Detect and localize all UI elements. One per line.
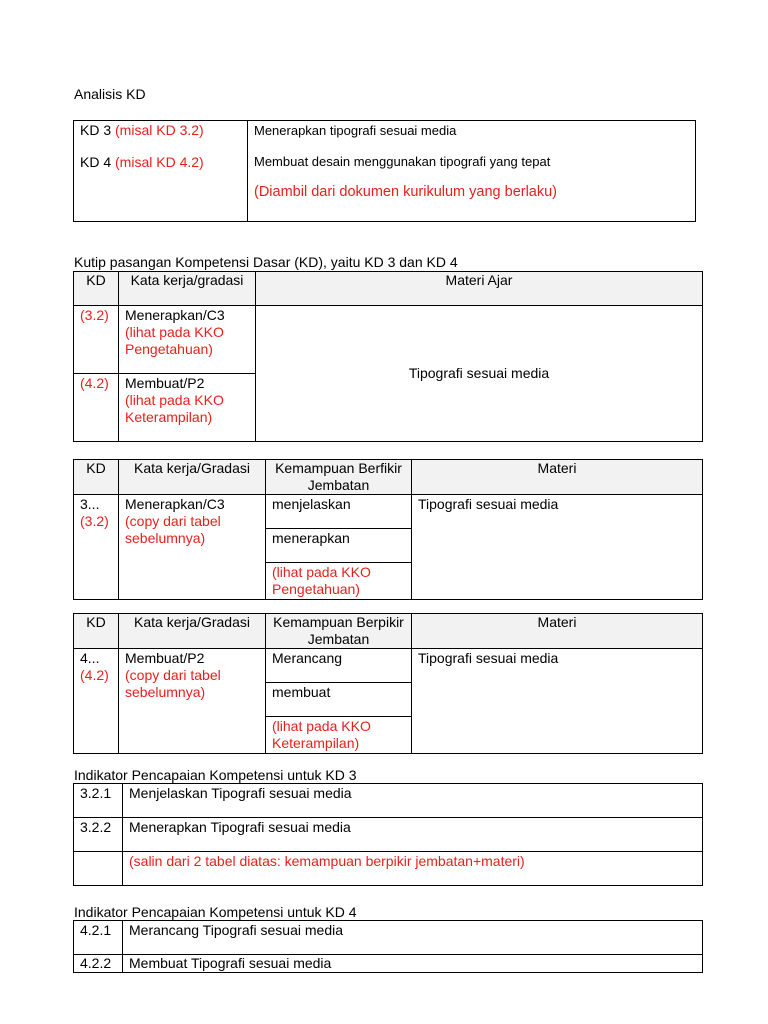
analisis-kd-table xyxy=(73,120,696,222)
t4-header-kemampuan: Kemampuan Berpikir Jembatan xyxy=(266,614,412,649)
t4-bridge-note: (lihat pada KKO Keterampilan) xyxy=(266,717,412,754)
materi-ajar-cell: Tipografi sesuai media xyxy=(256,306,703,442)
t4-verb: Membuat/P2 xyxy=(125,650,205,666)
t3-bridge-note: (lihat pada KKO Pengetahuan) xyxy=(266,563,412,600)
verb-3: Menerapkan/C3 xyxy=(125,307,225,323)
verb-cell-3 xyxy=(119,306,256,374)
kutip-kd-table xyxy=(73,271,703,442)
t4-bridge-1: Merancang xyxy=(266,649,412,683)
t3-header-kemampuan: Kemampuan Berfikir Jembatan xyxy=(266,460,412,495)
t4-kd: 4... xyxy=(80,650,100,666)
ind3-note: (salin dari 2 tabel diatas: kemampuan berpikir jembatan+materi) xyxy=(123,852,703,886)
ind3-text-2: Menerapkan Tipografi sesuai media xyxy=(123,818,703,852)
analisis-kd-title: Analisis KD xyxy=(74,86,146,102)
kd4-text: Membuat desain menggunakan tipografi yang tepat xyxy=(254,154,551,169)
t3-kd-cell xyxy=(74,495,119,600)
ind3-code-empty xyxy=(74,852,123,886)
kd-code-4: (4.2) xyxy=(74,374,119,442)
col-header-kata-kerja: Kata kerja/gradasi xyxy=(119,272,256,306)
kd-source-note: (Diambil dari dokumen kurikulum yang berlaku) xyxy=(254,184,558,200)
kd-text-cell xyxy=(248,121,696,222)
t3-header-kata-kerja: Kata kerja/Gradasi xyxy=(119,460,266,495)
t4-kd-code: (4.2) xyxy=(80,667,109,683)
t3-bridge-1: menjelaskan xyxy=(266,495,412,529)
kd-code-3: (3.2) xyxy=(74,306,119,374)
t3-header-kd: KD xyxy=(74,460,119,495)
ind3-text-1: Menjelaskan Tipografi sesuai media xyxy=(123,784,703,818)
t4-header-materi: Materi xyxy=(412,614,703,649)
verb-4: Membuat/P2 xyxy=(125,375,205,391)
t4-verb-note: (copy dari tabel sebelumnya) xyxy=(125,667,221,700)
kutip-kd-title: Kutip pasangan Kompetensi Dasar (KD), yaitu KD 3 dan KD 4 xyxy=(74,254,458,270)
verb-note-3: (lihat pada KKO Pengetahuan) xyxy=(125,324,224,357)
indikator-kd4-title: Indikator Pencapaian Kompetensi untuk KD 4 xyxy=(74,904,357,920)
kd3-text: Menerapkan tipografi sesuai media xyxy=(254,123,457,138)
kd4-example: (misal KD 4.2) xyxy=(115,154,204,170)
kd-labels-cell xyxy=(74,121,248,222)
ind4-text-1: Merancang Tipografi sesuai media xyxy=(123,921,703,955)
t4-materi: Tipografi sesuai media xyxy=(412,649,703,754)
t3-verb-note: (copy dari tabel sebelumnya) xyxy=(125,513,221,546)
t3-bridge-2: menerapkan xyxy=(266,529,412,563)
t3-kd-code: (3.2) xyxy=(80,513,109,529)
verb-cell-4 xyxy=(119,374,256,442)
t4-verb-cell xyxy=(119,649,266,754)
ind4-code-1: 4.2.1 xyxy=(74,921,123,955)
t4-bridge-2: membuat xyxy=(266,683,412,717)
indikator-kd3-title: Indikator Pencapaian Kompetensi untuk KD 3 xyxy=(74,767,357,783)
t3-header-materi: Materi xyxy=(412,460,703,495)
ind4-text-2: Membuat Tipografi sesuai media xyxy=(123,955,703,973)
verb-note-4: (lihat pada KKO Keterampilan) xyxy=(125,392,224,425)
col-header-kd: KD xyxy=(74,272,119,306)
indikator-kd3-table xyxy=(73,783,703,886)
indikator-kd4-table xyxy=(73,920,703,973)
kd3-bridge-table xyxy=(73,459,703,600)
t4-kd-cell xyxy=(74,649,119,754)
kd4-bridge-table xyxy=(73,613,703,754)
kd4-label: KD 4 xyxy=(80,154,112,170)
ind4-code-2: 4.2.2 xyxy=(74,955,123,973)
col-header-materi-ajar: Materi Ajar xyxy=(256,272,703,306)
t4-header-kd: KD xyxy=(74,614,119,649)
kd3-label: KD 3 xyxy=(80,122,112,138)
t3-kd: 3... xyxy=(80,496,100,512)
kd3-example: (misal KD 3.2) xyxy=(115,122,204,138)
t4-header-kata-kerja: Kata kerja/Gradasi xyxy=(119,614,266,649)
t3-verb-cell xyxy=(119,495,266,600)
t3-materi: Tipografi sesuai media xyxy=(412,495,703,600)
t3-verb: Menerapkan/C3 xyxy=(125,496,225,512)
ind3-code-1: 3.2.1 xyxy=(74,784,123,818)
ind3-code-2: 3.2.2 xyxy=(74,818,123,852)
